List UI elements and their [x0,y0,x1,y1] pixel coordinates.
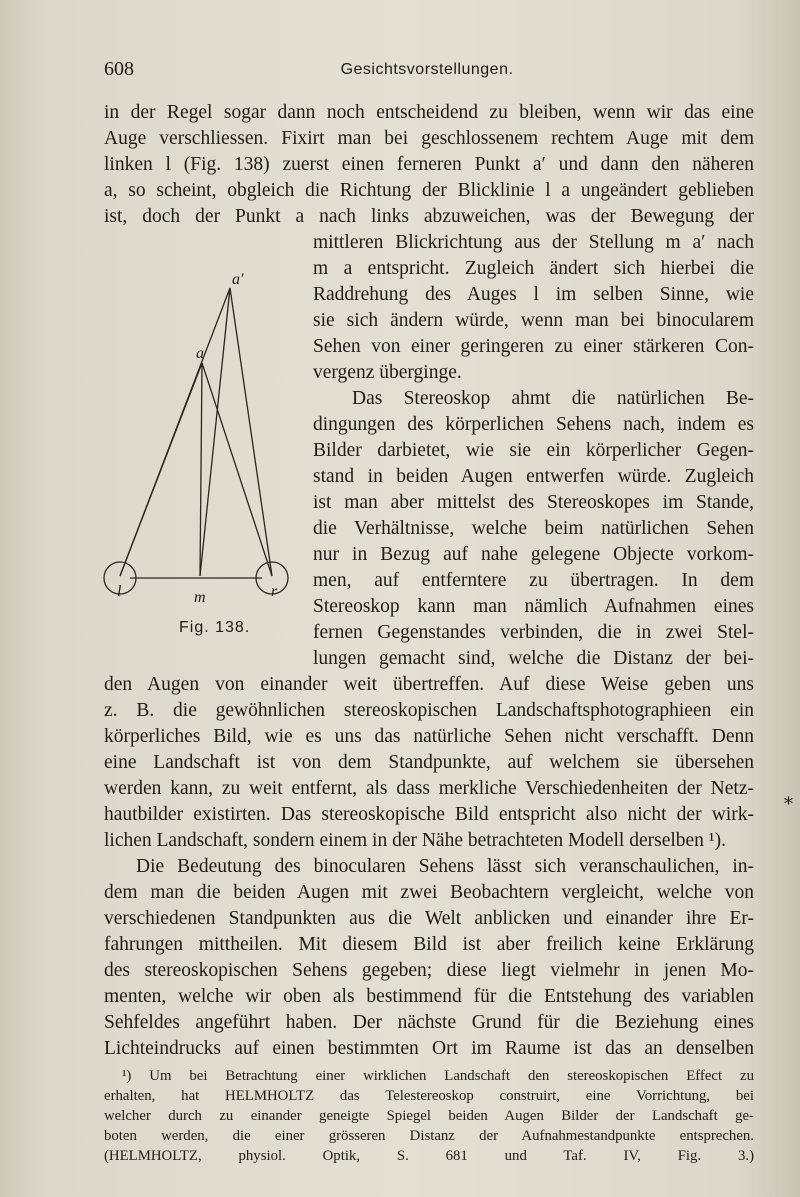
footnote-line: (HELMHOLTZ, physiol. Optik, S. 681 und Taf. IV, Fig. 3.) [104,1148,754,1164]
body-line: hautbilder existirten. Das stereoskopische Bild entspricht also nicht der wirk- [104,804,754,825]
page-header [104,58,750,82]
body-line: m a entspricht. Zugleich ändert sich hierbei die [313,258,754,279]
body-line: dingungen des körperlichen Sehens nach, indem es [313,414,754,435]
figure-caption: Fig. 138. [179,619,251,636]
body-line: men, auf entferntere zu übertragen. In dem [313,570,754,591]
body-line: fernen Gegenstandes verbinden, die in zwei Stel- [313,622,754,643]
figure-138-diagram [100,268,305,633]
body-line: ist, doch der Punkt a nach links abzuweichen, was der Bewegung der [104,206,754,227]
body-line: lungen gemacht sind, welche die Distanz der bei- [313,648,754,669]
body-line: verschiedenen Standpunkten aus die Welt anblicken und einander ihre Er- [104,908,754,929]
body-line: ist man aber mittelst des Stereoskopes im Stande, [313,492,754,513]
footnote-line: ¹) Um bei Betrachtung einer wirklichen Landschaft den stereoskopischen Effect zu [122,1068,754,1084]
body-line: menten, welche wir oben als bestimmend für die Entstehung des variablen [104,986,754,1007]
body-line: mittleren Blickrichtung aus der Stellung m a′ nach [313,232,754,253]
body-line: sie sich ändern würde, wenn man bei binocularem [313,310,754,331]
body-line: z. B. die gewöhnlichen stereoskopischen Landschaftsphotographieen ein [104,700,754,721]
body-line: stand in beiden Augen entwerfen würde. Zugleich [313,466,754,487]
margin-mark: * [784,794,793,815]
body-line: Lichteindrucks auf einen bestimmten Ort im Raume ist das an denselben [104,1038,754,1059]
body-line: körperliches Bild, wie es uns das natürliche Sehen nicht verschafft. Denn [104,726,754,747]
line-l-to-a [120,363,202,576]
footnote-line: erhalten, hat HELMHOLTZ das Telestereoskop construirt, eine Vorrichtung, bei [104,1088,754,1104]
body-line: Raddrehung des Auges l im selben Sinne, wie [313,284,754,305]
body-line: in der Regel sogar dann noch entscheidend zu bleiben, wenn wir das eine [104,102,754,123]
label-a-prime: a′ [232,271,244,288]
body-line: den Augen von einander weit übertreffen. Auf diese Weise geben uns [104,674,754,695]
label-a: a [196,345,204,362]
label-r: r [271,583,278,600]
body-line: Sehen von einer geringeren zu einer stärkeren Con- [313,336,754,357]
body-line: die Verhältnisse, welche beim natürlichen Sehen [313,518,754,539]
label-l: l [117,583,122,600]
body-line: vergenz überginge. [313,362,462,383]
body-line: linken l (Fig. 138) zuerst einen ferneren Punkt a′ und dann den näheren [104,154,754,175]
label-m: m [194,589,206,606]
body-line: dem man die beiden Augen mit zwei Beobachtern vergleicht, welche von [104,882,754,903]
body-line: Das Stereoskop ahmt die natürlichen Be- [352,388,754,409]
body-line: Sehfeldes angeführt haben. Der nächste Grund für die Beziehung eines [104,1012,754,1033]
body-line: Stereoskop kann man nämlich Aufnahmen eines [313,596,754,617]
page-number: 608 [104,58,134,80]
body-line: werden kann, zu weit entfernt, als dass merkliche Verschiedenheiten der Netz- [104,778,754,799]
body-line: lichen Landschaft, sondern einem in der Nähe betrachteten Modell derselben ¹). [104,830,727,851]
line-m-to-a-prime [200,288,230,576]
body-line: des stereoskopischen Sehens gegeben; diese liegt vielmehr in jenen Mo- [104,960,754,981]
body-line: a, so scheint, obgleich die Richtung der Blicklinie l a ungeändert geblieben [104,180,754,201]
running-title: Gesichtsvorstellungen. [340,61,514,78]
footnote-line: welcher durch zu einander geneigte Spiegel beiden Augen Bilder der Landschaft ge- [104,1108,754,1124]
body-line: nur in Bezug auf nahe gelegene Objecte vorkom- [313,544,754,565]
footnote-line: boten werden, die einer grösseren Distanz der Aufnahmestandpunkte entsprechen. [104,1128,754,1144]
line-r-to-a [202,363,272,576]
body-line: Auge verschliessen. Fixirt man bei geschlossenem rechtem Auge mit dem [104,128,754,149]
body-line: Bilder darbietet, wie sie ein körperlicher Gegen- [313,440,754,461]
body-line: eine Landschaft ist von dem Standpunkte, auf welchem sie übersehen [104,752,754,773]
body-line: fahrungen mittheilen. Mit diesem Bild ist aber freilich keine Erklärung [104,934,754,955]
line-m-to-a [200,363,202,576]
line-r-to-a-prime [230,288,272,576]
body-line: Die Bedeutung des binocularen Sehens lässt sich veranschaulichen, in- [136,856,754,877]
